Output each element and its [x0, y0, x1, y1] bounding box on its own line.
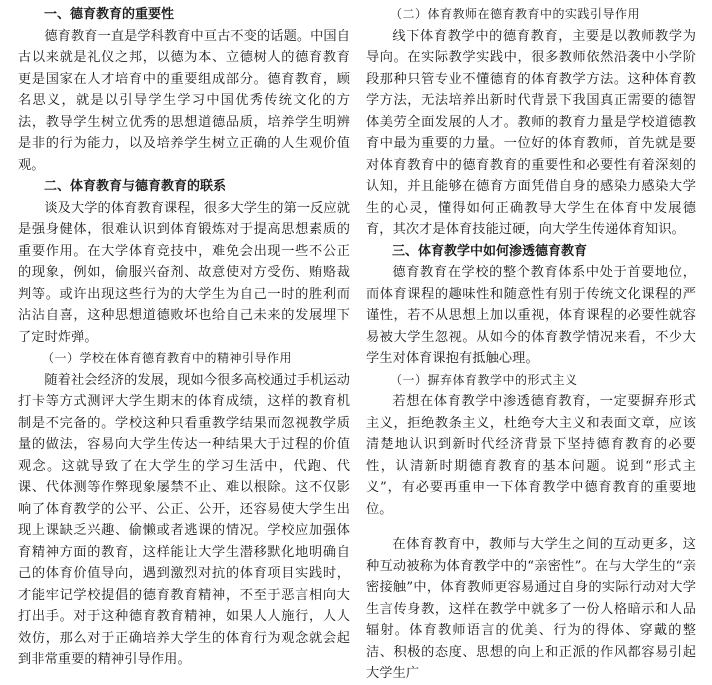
paragraph: 谈及大学的体育教育课程，很多大学生的第一反应就是强身健体，很难认识到体育锻炼对于提高思想素质的重要作用。在大学体育竞技中，难免会出现一些不公正的现象，例如，偷服兴奋剂、故意使对方受伤、贿赂裁判等。或许出现这些行为的大学生为自己一时的胜利而沾沾自喜，这种思想道德败坏也给自己未来的发展埋下了定时炸弹。 [18, 200, 351, 345]
subsection-heading-school-guidance: （一）学校在体育德育教育中的精神引导作用 [42, 351, 293, 365]
section-heading-infiltration: 三、体育教学中如何渗透德育教育 [392, 243, 588, 259]
section-heading-connection: 二、体育教育与德育教育的联系 [44, 179, 227, 194]
paragraph: 随着社会经济的发展，现如今很多高校通过手机运动打卡等方式测评大学生期末的体育成绩，这样的教育机制是不完备的。学校这种只看重教学结果而忽视教学质量的做法，容易向大学生传达一种结果大于过程的价值观念。这就导致了在大学生的学习生活中，代跑、代课、代体测等作弊现象屡禁不止、难以根除。这不仅影响了体育教学的公平、公正、公开，还容易使大学生出现上课缺乏兴趣、偷懒或者逃课的情况。学校应加强体育精神方面的教育，这样能让大学生潜移默化地明确自己的体育价值导向，遇到激烈对抗的体育项目实践时，才能牢记学校提倡的德育教育精神，不至于恶言相向大打出手。对于这种德育教育精神，如果人人施行，人人效仿，那么对于正确培养大学生的体育行为观念就会起到非常重要的精神引导作用。 [18, 372, 351, 667]
subsection-heading-teacher-guidance: （二）体育教师在德育教育中的实践引导作用 [390, 7, 641, 21]
right-column [366, 4, 696, 685]
subsection-heading-formalism: （一）摒弃体育教学中的形式主义 [390, 372, 578, 387]
paragraph: 德育教育在学校的整个教育体系中处于首要地位，而体育课程的趣味性和随意性有别于传统文化课程的严谨性，若不从思想上加以重视，体育课程的必要性就容易被大学生忽视。从如今的体育教学情况来看，不少大学生对体育课抱有抵触心理。 [366, 265, 696, 366]
paragraph: 线下体育教学中的德育教育，主要是以教师教学为导向。在实际教学实践中，很多教师依然沿袭中小学阶段那种只管专业不懂德育的体育教学方法。这种体育教学方法，无法培养出新时代背景下我国真正需要的德智体美劳全面发展的人才。教师的教育力量是学校道德教育中最为重要的力量。一位好的体育教师，首先就是要对体育教育中的德育教育的重要性和必要性有着深刻的认知，并且能够在德育方面凭借自身的感染力感染大学生的心灵，懂得如何正确教导大学生在体育中发展德育，其次才是体育技能过硬，向大学生传递体育知识。 [366, 28, 696, 237]
paragraph: 德育教育一直是学科教育中亘古不变的话题。中国自古以来就是礼仪之邦，以德为本、立德树人的德育教育更是国家在人才培育中的重要组成部分。德育教育，顾名思义，就是以引导学生学习中国优秀传统文化的方法，教导学生树立优秀的思想道德品质，培养学生明辨是非的行为能力，以及培养学生树立正确的人生观价值观。 [18, 28, 351, 173]
paragraph: 若想在体育教学中渗透德育教育，一定要摒弃形式主义，拒绝教条主义，杜绝夸大主义和表面文章，应该清楚地认识到新时代经济背景下坚持德育教育的必要性，认清新时期德育教育的基本问题。说到“形式主义”，有必要再重申一下体育教学中德育教育的重要地位。 [366, 394, 696, 517]
left-column [18, 4, 350, 671]
paragraph: 在体育教育中，教师与大学生之间的互动更多，这种互动被称为体育教学中的“亲密性”。在与大学生的“亲密接触”中，体育教师更容易通过自身的实际行动对大学生言传身教，这样在教学中就多了一份人格暗示和人品辐射。体育教师语言的优美、行为的得体、穿戴的整洁、积极的态度、思想的向上和正派的作风都容易引起大学生广 [366, 537, 696, 681]
section-heading-importance: 一、德育教育的重要性 [44, 7, 175, 22]
